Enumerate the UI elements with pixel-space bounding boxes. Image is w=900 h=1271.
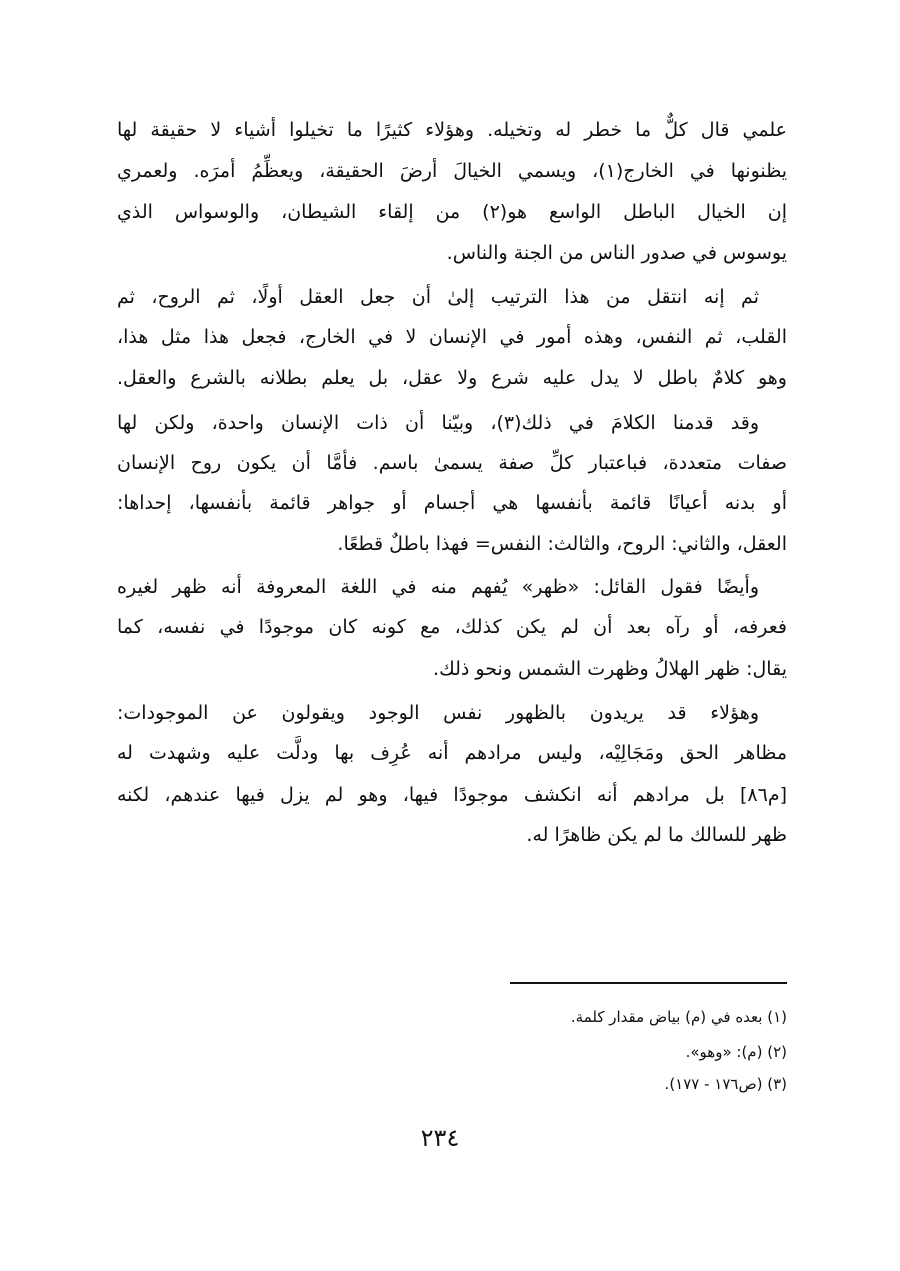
text-line: وهو كلامٌ باطل لا يدل عليه شرع ولا عقل، بل يعلم بطلانه بالشرع والعقل. — [117, 367, 787, 389]
footnote: (١) بعده في (م) بياض مقدار كلمة. — [570, 1008, 787, 1026]
footnote-divider — [510, 982, 787, 984]
text-line: [م٨٦] بل مرادهم أنه انكشف موجودًا فيها، وهو لم يزل فيها عندهم، لكنه — [117, 784, 787, 806]
text-line: ثم إنه انتقل من هذا الترتيب إلىٰ أن جعل العقل أولًا، ثم الروح، ثم — [117, 286, 759, 308]
text-line: علمي قال كلٌّ ما خطر له وتخيله. وهؤلاء كثيرًا ما تخيلوا أشياء لا حقيقة لها — [117, 119, 787, 141]
page-number: ٢٣٤ — [420, 1124, 460, 1152]
text-line: العقل، والثاني: الروح، والثالث: النفس= فهذا باطلٌ قطعًا. — [337, 533, 787, 555]
text-line: صفات متعددة، فباعتبار كلِّ صفة يسمىٰ باسم. فأمَّا أن يكون روح الإنسان — [117, 452, 787, 474]
text-line: فعرفه، أو رآه بعد أن لم يكن كذلك، مع كونه كان موجودًا في نفسه، كما — [117, 616, 787, 638]
text-line: يظنونها في الخارج(١)، ويسمي الخيالَ أرضَ الحقيقة، ويعظِّمُ أمرَه. ولعمري — [117, 160, 788, 182]
text-line: ظهر للسالك ما لم يكن ظاهرًا له. — [526, 824, 787, 846]
text-line: القلب، ثم النفس، وهذه أمور في الإنسان لا في الخارج، فجعل هذا مثل هذا، — [117, 326, 787, 348]
footnote: (٢) (م): «وهو». — [685, 1043, 787, 1061]
text-line: إن الخيال الباطل الواسع هو(٢) من إلقاء الشيطان، والوسواس الذي — [117, 201, 788, 223]
text-line: يوسوس في صدور الناس من الجنة والناس. — [446, 242, 787, 264]
text-line: وقد قدمنا الكلامَ في ذلك(٣)، وبيّنا أن ذات الإنسان واحدة، ولكن لها — [117, 412, 759, 434]
text-line: وأيضًا فقول القائل: «ظهر» يُفهم منه في اللغة المعروفة أنه ظهر لغيره — [117, 576, 759, 598]
text-line: مظاهر الحق ومَجَالِيْه، وليس مرادهم أنه عُرِف بها ودلَّت عليه وشهدت له — [117, 742, 787, 764]
text-line: أو بدنه أعيانًا قائمة بأنفسها هي أجسام أو جواهر قائمة بأنفسها، إحداها: — [117, 492, 787, 514]
footnote: (٣) (ص١٧٦ - ١٧٧). — [664, 1075, 787, 1093]
text-line: وهؤلاء قد يريدون بالظهور نفس الوجود ويقولون عن الموجودات: — [117, 702, 759, 724]
text-line: يقال: ظهر الهلالُ وظهرت الشمس ونحو ذلك. — [433, 658, 787, 680]
